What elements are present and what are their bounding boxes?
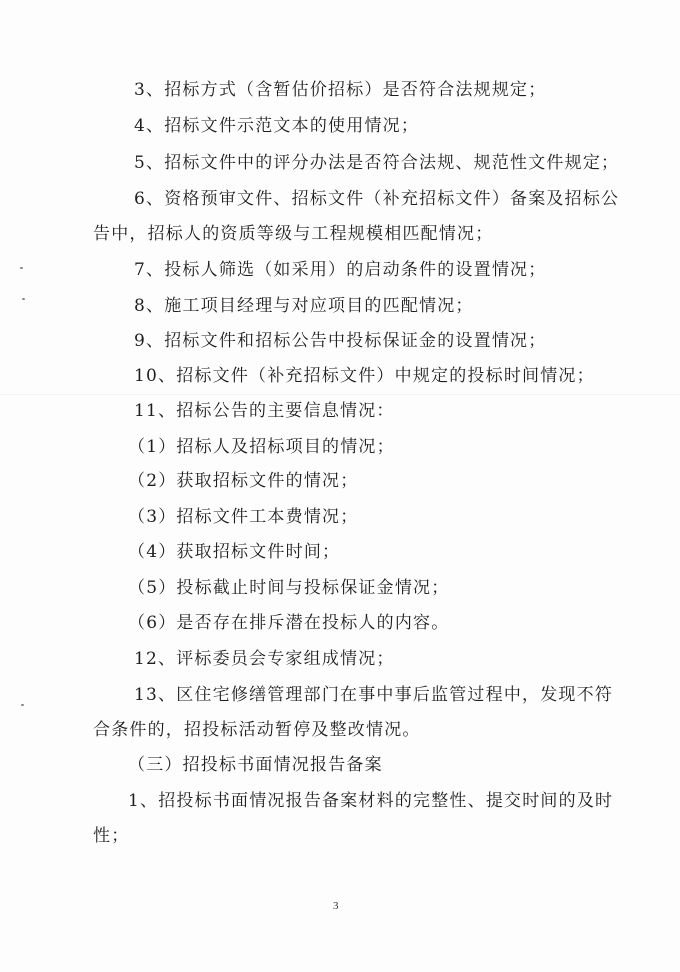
line-12: 12、评标委员会专家组成情况； — [134, 649, 395, 669]
scan-speck — [20, 267, 23, 269]
line-11-5: （5）投标截止时间与投标保证金情况； — [128, 578, 450, 598]
line-11-4: （4）获取招标文件时间； — [128, 542, 341, 562]
item-1-cont: 性； — [93, 826, 130, 846]
line-6-cont: 告中，招标人的资质等级与工程规模相匹配情况； — [93, 224, 494, 244]
line-6: 6、资格预审文件、招标文件（补充招标文件）备案及招标公 — [134, 189, 620, 209]
line-5: 5、招标文件中的评分办法是否符合法规、规范性文件规定； — [134, 153, 620, 173]
line-9: 9、招标文件和招标公告中投标保证金的设置情况； — [134, 331, 547, 351]
line-11-3: （3）招标文件工本费情况； — [128, 507, 359, 527]
section-heading-3: （三）招投标书面情况报告备案 — [128, 755, 383, 775]
line-11: 11、招标公告的主要信息情况： — [134, 401, 395, 421]
line-11-2: （2）获取招标文件的情况； — [128, 471, 359, 491]
line-11-6: （6）是否存在排斥潜在投标人的内容。 — [128, 613, 450, 633]
line-8: 8、施工项目经理与对应项目的匹配情况； — [134, 296, 474, 316]
line-7: 7、投标人筛选（如采用）的启动条件的设置情况； — [134, 260, 547, 280]
scan-speck — [22, 298, 25, 300]
page-number: 3 — [333, 900, 339, 912]
line-4: 4、招标文件示范文本的使用情况； — [134, 116, 420, 136]
scan-speck — [21, 704, 24, 706]
line-3: 3、招标方式（含暂估价招标）是否符合法规规定； — [134, 80, 547, 100]
line-10: 10、招标文件（补充招标文件）中规定的投标时间情况； — [134, 366, 595, 386]
item-1: 1、招投标书面情况报告备案材料的完整性、提交时间的及时 — [128, 791, 614, 811]
scan-fold-line — [0, 394, 680, 395]
line-13: 13、区住宅修缮管理部门在事中事后监管过程中，发现不符 — [134, 685, 614, 705]
line-11-1: （1）招标人及招标项目的情况； — [128, 437, 395, 457]
line-13-cont: 合条件的，招投标活动暂停及整改情况。 — [93, 720, 421, 740]
